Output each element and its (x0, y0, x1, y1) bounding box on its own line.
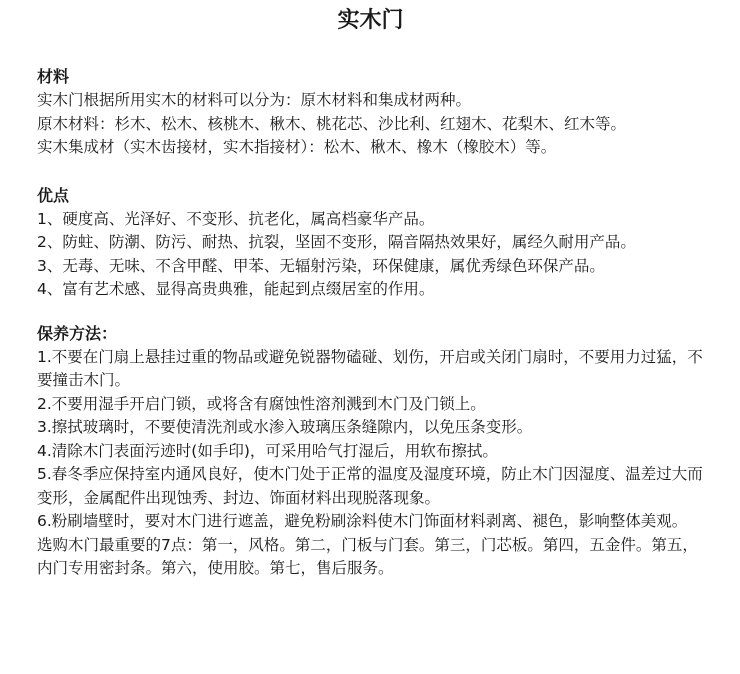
maintenance-section (37, 322, 704, 581)
maintenance-line: 5.春冬季应保持室内通风良好，使木门处于正常的温度及湿度环境，防止木门因湿度、温差过大而变形，金属配件出现蚀秀、封边、饰面材料出现脱落现象。 (37, 465, 703, 507)
maintenance-line: 6.粉刷墙壁时，要对木门进行遮盖，避免粉刷涂料使木门饰面材料剥离、褪色，影响整体美观。 (37, 512, 688, 530)
spacer (37, 160, 704, 184)
maintenance-line: 2.不要用湿手开启门锁，或将含有腐蚀性溶剂溅到木门及门锁上。 (37, 394, 486, 413)
advantages-line: 1、硬度高、光泽好、不变形、抗老化，属高档豪华产品。 (37, 209, 435, 228)
advantages-line: 4、富有艺术感、显得高贵典雅，能起到点缀居室的作用。 (37, 280, 435, 298)
advantages-line: 3、无毒、无味、不含甲醛、甲苯、无辐射污染，环保健康，属优秀绿色环保产品。 (37, 256, 605, 275)
spacer (37, 302, 704, 322)
materials-line: 原木材料：杉木、松木、核桃木、楸木、桃花芯、沙比利、红翅木、花梨木、红木等。 (37, 114, 627, 133)
page-title: 实木门 (337, 8, 404, 33)
advantages-section (37, 184, 704, 302)
maintenance-heading: 保养方法： (37, 323, 118, 343)
materials-section (37, 65, 704, 160)
maintenance-line: 1.不要在门扇上悬挂过重的物品或避免锐器物磕碰、划伤，开启或关闭门扇时，不要用力过猛，不要撞击木门。 (37, 347, 703, 389)
materials-heading: 材料 (37, 67, 70, 86)
maintenance-line: 4.清除木门表面污迹时(如手印)，可采用哈气打湿后，用软布擦拭。 (37, 441, 498, 460)
maintenance-line: 3.擦拭玻璃时，不要使清洗剂或水渗入玻璃压条缝隙内，以免压条变形。 (37, 418, 533, 436)
materials-line: 实木门根据所用实木的材料可以分为：原木材料和集成材两种。 (37, 91, 472, 109)
purchase-tips-line: 选购木门最重要的7点：第一，风格。第二，门板与门套。第三，门芯板。第四，五金件。第五，内门专用密封条。第六，使用胶。第七，售后服务。 (37, 535, 698, 577)
advantages-line: 2、防蛀、防潮、防污、耐热、抗裂，坚固不变形，隔音隔热效果好，属经久耐用产品。 (37, 233, 636, 251)
spacer (37, 44, 704, 55)
advantages-heading: 优点 (37, 185, 70, 205)
materials-line: 实木集成材（实木齿接材，实木指接材）：松木、楸木、橡木（橡胶木）等。 (37, 138, 557, 156)
